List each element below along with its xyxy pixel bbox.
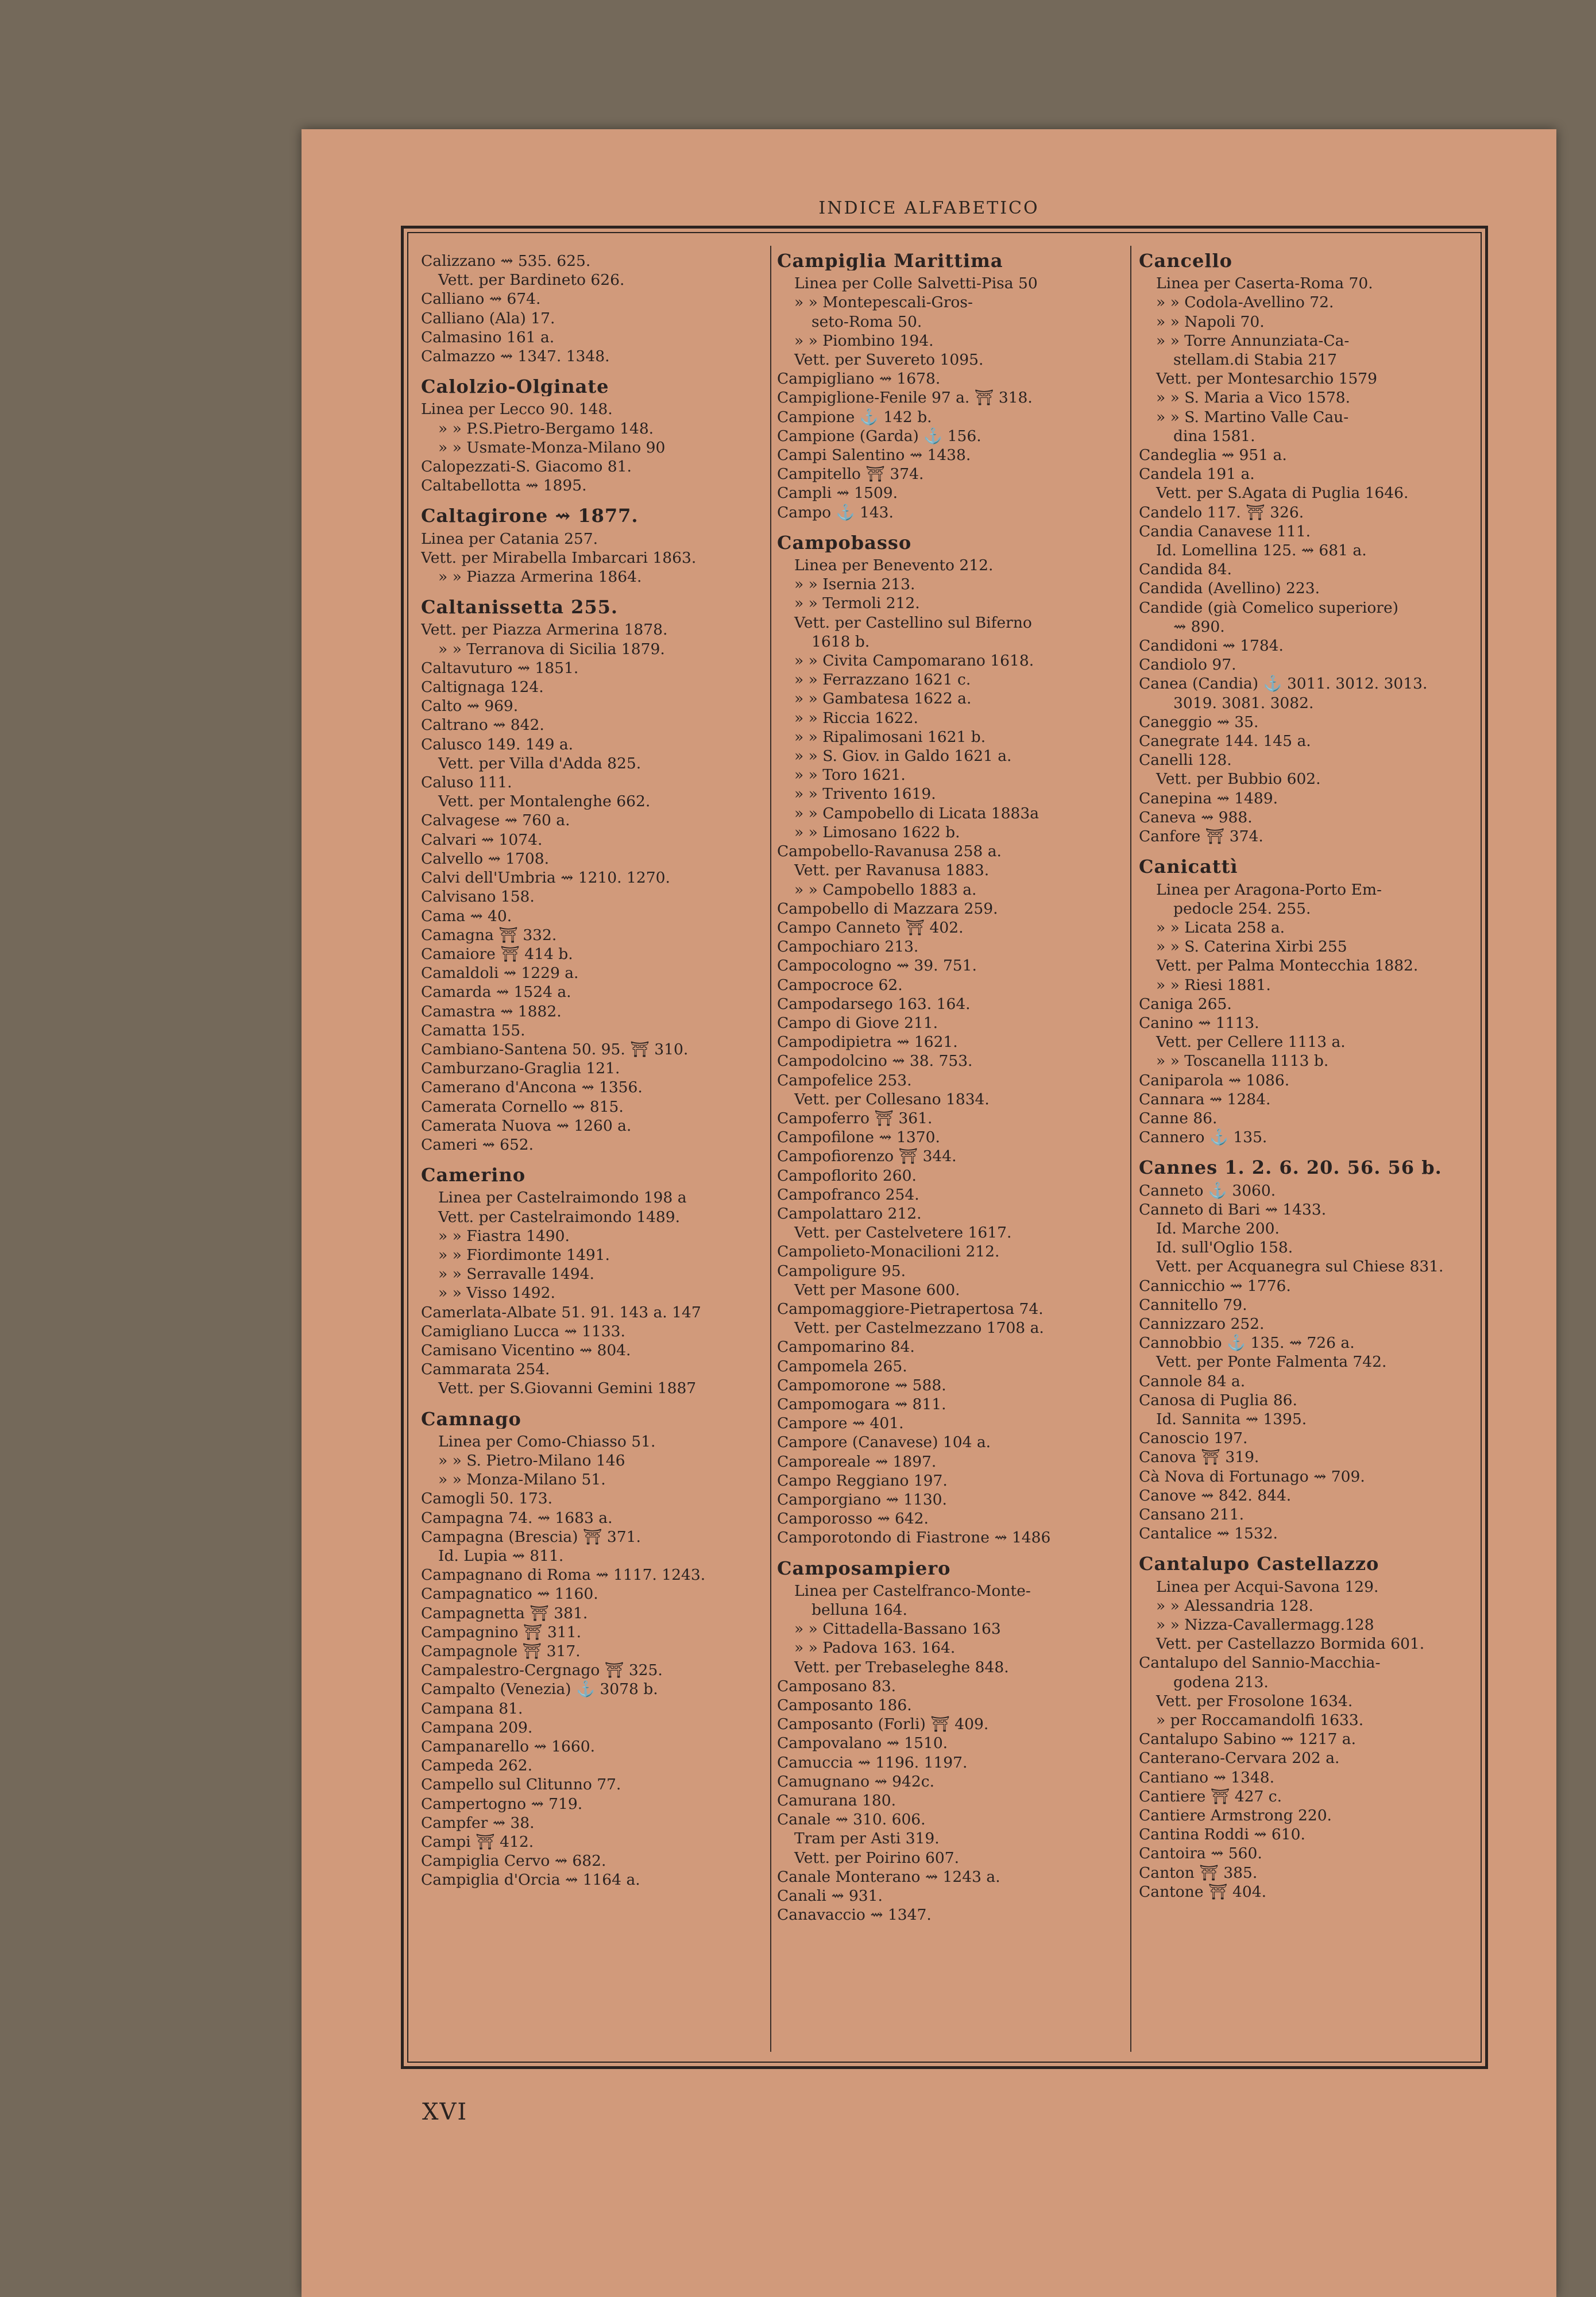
index-entry: Campo ⚓ 143. xyxy=(777,503,894,521)
index-entry: Campoligure 95. xyxy=(777,1262,906,1280)
index-entry: Vett. per Trebaseleghe 848. xyxy=(794,1658,1009,1676)
page-number: XVI xyxy=(422,2099,468,2125)
index-entry: » » Licata 258 a. xyxy=(1156,918,1285,937)
index-entry: Canne 86. xyxy=(1139,1109,1218,1127)
index-entry: Vett. per Castellino sul Biferno xyxy=(794,613,1032,632)
index-entry: Linea per Castelraimondo 198 a xyxy=(438,1189,687,1207)
index-entry: godena 213. xyxy=(1173,1673,1269,1691)
index-entry: Vett. per Montesarchio 1579 xyxy=(1156,370,1378,388)
index-entry: » » Termoli 212. xyxy=(794,594,920,613)
index-entry: Cannole 84 a. xyxy=(1139,1372,1246,1390)
index-entry: Canino ⇝ 1113. xyxy=(1139,1014,1259,1032)
index-entry: Campione ⚓ 142 b. xyxy=(777,408,932,426)
index-entry: » » Serravalle 1494. xyxy=(438,1265,594,1283)
index-entry: Vett. per Frosolone 1634. xyxy=(1156,1692,1353,1710)
index-entry: Id. Lupia ⇝ 811. xyxy=(438,1547,564,1565)
index-entry: » » Trivento 1619. xyxy=(794,785,936,803)
index-heading: Caltanissetta 255. xyxy=(421,598,619,617)
index-entry: Vett. per S.Agata di Puglia 1646. xyxy=(1156,484,1409,502)
index-entry: » » Visso 1492. xyxy=(438,1284,555,1302)
index-entry: Calizzano ⇝ 535. 625. xyxy=(421,252,591,270)
index-entry: Cantalice ⇝ 1532. xyxy=(1139,1525,1278,1543)
index-entry: Campagnano di Roma ⇝ 1117. 1243. xyxy=(421,1566,706,1584)
index-entry: Campoflorito 260. xyxy=(777,1166,917,1185)
index-entry: Camuccia ⇝ 1196. 1197. xyxy=(777,1753,968,1772)
index-entry: Cantiano ⇝ 1348. xyxy=(1139,1768,1275,1786)
index-entry: Canosa di Puglia 86. xyxy=(1139,1391,1297,1409)
index-entry: Canova ⛩ 319. xyxy=(1139,1448,1259,1467)
index-entry: Vett. per Mirabella Imbarcari 1863. xyxy=(421,548,697,567)
index-entry: Caneggio ⇝ 35. xyxy=(1139,713,1259,731)
index-entry: Candide (già Comelico superiore) xyxy=(1139,598,1398,617)
index-entry: Campomela 265. xyxy=(777,1357,907,1375)
index-entry: » » Isernia 213. xyxy=(794,575,915,594)
index-entry: Campomarino 84. xyxy=(777,1338,915,1356)
index-entry: » » S. Pietro-Milano 146 xyxy=(438,1451,625,1470)
index-entry: Camposanto (Forli) ⛩ 409. xyxy=(777,1715,989,1734)
index-entry: Campione (Garda) ⚓ 156. xyxy=(777,427,981,445)
index-entry: Linea per Aragona-Porto Em- xyxy=(1156,880,1382,899)
index-entry: Candida 84. xyxy=(1139,560,1232,579)
index-entry: ⇝ 890. xyxy=(1173,617,1225,636)
index-entry: Camerano d'Ancona ⇝ 1356. xyxy=(421,1078,643,1097)
index-entry: Camatta 155. xyxy=(421,1021,525,1039)
index-entry: Canegrate 144. 145 a. xyxy=(1139,732,1311,751)
index-entry: Canove ⇝ 842. 844. xyxy=(1139,1486,1292,1505)
index-entry: seto-Roma 50. xyxy=(811,312,922,331)
index-entry: Cannicchio ⇝ 1776. xyxy=(1139,1277,1291,1295)
column-divider xyxy=(1130,246,1131,2052)
index-entry: pedocle 254. 255. xyxy=(1173,899,1311,918)
index-entry: Vett. per Piazza Armerina 1878. xyxy=(421,621,668,639)
index-entry: Vett. per Suvereto 1095. xyxy=(794,351,984,369)
index-entry: Campertogno ⇝ 719. xyxy=(421,1795,583,1813)
index-entry: Campobello-Ravanusa 258 a. xyxy=(777,842,1002,861)
index-entry: Campodipietra ⇝ 1621. xyxy=(777,1033,958,1051)
index-entry: » » Fiordimonte 1491. xyxy=(438,1246,610,1264)
index-entry: Canali ⇝ 931. xyxy=(777,1887,883,1905)
index-entry: Linea per Acqui-Savona 129. xyxy=(1156,1577,1379,1596)
index-entry: Linea per Castelfranco-Monte- xyxy=(794,1581,1031,1600)
page-header: INDICE ALFABETICO xyxy=(818,198,1039,218)
index-entry: Camurana 180. xyxy=(777,1792,896,1810)
index-entry: Campalestro-Cergnago ⛩ 325. xyxy=(421,1661,663,1680)
index-entry: Caltabellotta ⇝ 1895. xyxy=(421,477,587,495)
index-entry: Campana 81. xyxy=(421,1699,523,1718)
index-entry: Camporosso ⇝ 642. xyxy=(777,1510,929,1528)
index-entry: Campovalano ⇝ 1510. xyxy=(777,1734,948,1753)
index-entry: » » Montepescali-Gros- xyxy=(794,293,973,312)
index-entry: Camposano 83. xyxy=(777,1677,896,1695)
index-entry: Campocologno ⇝ 39. 751. xyxy=(777,957,977,975)
index-entry: Campocroce 62. xyxy=(777,976,903,994)
index-heading: Cantalupo Castellazzo xyxy=(1139,1554,1379,1574)
index-entry: Campeda 262. xyxy=(421,1757,533,1775)
index-entry: Cannero ⚓ 135. xyxy=(1139,1128,1267,1147)
book-page xyxy=(302,129,1556,2297)
index-entry: Caltavuturo ⇝ 1851. xyxy=(421,659,579,677)
index-column-1 xyxy=(421,252,763,2055)
index-entry: » » Gambatesa 1622 a. xyxy=(794,690,972,708)
index-entry: » » Toscanella 1113 b. xyxy=(1156,1052,1329,1070)
index-frame xyxy=(401,226,1488,2069)
index-entry: Candela 191 a. xyxy=(1139,465,1255,484)
index-heading: Camerino xyxy=(421,1166,526,1185)
index-entry: Id. Sannita ⇝ 1395. xyxy=(1156,1410,1307,1428)
index-entry: Canoscio 197. xyxy=(1139,1429,1248,1448)
index-entry: Cannitello 79. xyxy=(1139,1296,1247,1314)
index-heading: Camnago xyxy=(421,1409,521,1429)
index-entry: Calto ⇝ 969. xyxy=(421,697,519,716)
index-entry: 3019. 3081. 3082. xyxy=(1173,694,1314,712)
index-entry: Linea per Caserta-Roma 70. xyxy=(1156,274,1373,293)
index-entry: Candeglia ⇝ 951 a. xyxy=(1139,446,1287,465)
index-entry: Camerata Cornello ⇝ 815. xyxy=(421,1097,624,1116)
index-entry: » » Campobello 1883 a. xyxy=(794,880,977,899)
index-entry: Cantone ⛩ 404. xyxy=(1139,1882,1266,1901)
index-entry: Cansano 211. xyxy=(1139,1506,1244,1523)
index-entry: Candida (Avellino) 223. xyxy=(1139,579,1320,598)
index-entry: » » S. Giov. in Galdo 1621 a. xyxy=(794,747,1012,765)
index-entry: Vett. per Collesano 1834. xyxy=(794,1090,990,1108)
column-divider xyxy=(770,246,771,2052)
index-entry: Campigliano ⇝ 1678. xyxy=(777,370,941,388)
index-entry: » » Toro 1621. xyxy=(794,766,906,784)
index-entry: Campiglia Cervo ⇝ 682. xyxy=(421,1852,606,1870)
index-entry: Campello sul Clitunno 77. xyxy=(421,1776,621,1794)
index-entry: Campofranco 254. xyxy=(777,1185,919,1204)
index-heading: Canicattì xyxy=(1139,857,1238,877)
index-entry: Id. sull'Oglio 158. xyxy=(1156,1239,1293,1257)
index-entry: Campolieto-Monacilioni 212. xyxy=(777,1243,1000,1261)
index-entry: » » Piazza Armerina 1864. xyxy=(438,568,642,586)
index-entry: Vett. per Villa d'Adda 825. xyxy=(438,754,642,772)
index-entry: Vett. per Acquanegra sul Chiese 831. xyxy=(1156,1258,1444,1276)
index-entry: Campolattaro 212. xyxy=(777,1204,922,1223)
index-entry: stellam.di Stabia 217 xyxy=(1173,351,1337,369)
index-entry: Calopezzati-S. Giacomo 81. xyxy=(421,458,632,476)
index-entry: Calvisano 158. xyxy=(421,888,535,906)
index-entry: » » Torre Annunziata-Ca- xyxy=(1156,331,1350,350)
index-entry: Calvari ⇝ 1074. xyxy=(421,830,543,849)
index-entry: Canea (Candia) ⚓ 3011. 3012. 3013. xyxy=(1139,675,1428,693)
index-entry: Camposanto 186. xyxy=(777,1696,912,1715)
index-entry: Vett. per Cellere 1113 a. xyxy=(1156,1033,1346,1051)
index-entry: Caniga 265. xyxy=(1139,995,1232,1013)
index-entry: » » Alessandria 128. xyxy=(1156,1596,1313,1615)
index-entry: Canneto di Bari ⇝ 1433. xyxy=(1139,1200,1327,1219)
index-entry: Cameri ⇝ 652. xyxy=(421,1135,534,1154)
index-entry: Campo di Giove 211. xyxy=(777,1014,938,1032)
index-entry: Cannobbio ⚓ 135. ⇝ 726 a. xyxy=(1139,1334,1355,1352)
index-entry: Cantalupo del Sannio-Macchia- xyxy=(1139,1654,1381,1672)
index-entry: Camarda ⇝ 1524 a. xyxy=(421,983,571,1001)
index-entry: » » Ripalimosani 1621 b. xyxy=(794,728,986,746)
index-entry: Camagna ⛩ 332. xyxy=(421,926,557,944)
index-entry: Camporeale ⇝ 1897. xyxy=(777,1452,937,1471)
index-heading: Campobasso xyxy=(777,533,912,553)
index-heading: Caltagirone ⇝ 1877. xyxy=(421,506,639,526)
index-entry: Calvi dell'Umbria ⇝ 1210. 1270. xyxy=(421,869,670,887)
index-entry: Canterano-Cervara 202 a. xyxy=(1139,1749,1340,1768)
index-entry: Camogli 50. 173. xyxy=(421,1490,553,1508)
index-entry: » » P.S.Pietro-Bergamo 148. xyxy=(438,419,654,438)
index-entry: Campofilone ⇝ 1370. xyxy=(777,1128,940,1147)
index-entry: Calusco 149. 149 a. xyxy=(421,735,574,753)
index-entry: Calmasino 161 a. xyxy=(421,328,555,346)
index-entry: » » S. Caterina Xirbi 255 xyxy=(1156,938,1347,956)
index-entry: Camaldoli ⇝ 1229 a. xyxy=(421,964,579,983)
index-entry: Candia Canavese 111. xyxy=(1139,522,1311,540)
index-entry: Campo Canneto ⛩ 402. xyxy=(777,918,964,937)
index-entry: Vett. per Montalenghe 662. xyxy=(438,792,651,811)
index-heading: Campiglia Marittima xyxy=(777,252,1003,271)
index-entry: » » S. Maria a Vico 1578. xyxy=(1156,389,1351,407)
index-column-2 xyxy=(777,252,1122,2055)
index-entry: Vett. per Bubbio 602. xyxy=(1156,770,1321,788)
index-entry: Campobello di Mazzara 259. xyxy=(777,899,998,918)
index-entry: Campagna (Brescia) ⛩ 371. xyxy=(421,1528,641,1546)
index-entry: Camugnano ⇝ 942c. xyxy=(777,1772,935,1791)
index-entry: Campofiorenzo ⛩ 344. xyxy=(777,1147,957,1166)
index-entry: » » Codola-Avellino 72. xyxy=(1156,293,1334,312)
index-entry: Campo Reggiano 197. xyxy=(777,1471,948,1490)
index-entry: Campana 209. xyxy=(421,1718,533,1737)
index-entry: Camerata Nuova ⇝ 1260 a. xyxy=(421,1116,632,1135)
index-entry: » » Napoli 70. xyxy=(1156,312,1265,331)
index-entry: Vett. per Bardineto 626. xyxy=(438,271,625,289)
index-entry: » » Cittadella-Bassano 163 xyxy=(794,1620,1001,1638)
index-entry: dina 1581. xyxy=(1173,427,1255,445)
index-entry: » » Campobello di Licata 1883a xyxy=(794,804,1039,822)
index-entry: » » Riesi 1881. xyxy=(1156,976,1271,994)
index-entry: Id. Lomellina 125. ⇝ 681 a. xyxy=(1156,542,1367,560)
index-entry: Campiglia d'Orcia ⇝ 1164 a. xyxy=(421,1871,640,1889)
index-entry: » » Fiastra 1490. xyxy=(438,1227,570,1245)
index-entry: Campomorone ⇝ 588. xyxy=(777,1376,946,1394)
index-heading: Cannes 1. 2. 6. 20. 56. 56 b. xyxy=(1139,1158,1442,1178)
index-entry: Camastra ⇝ 1882. xyxy=(421,1002,562,1020)
index-entry: Caltignaga 124. xyxy=(421,678,544,697)
index-entry: Camigliano Lucca ⇝ 1133. xyxy=(421,1322,625,1340)
index-entry: Campore (Canavese) 104 a. xyxy=(777,1433,991,1452)
index-entry: Campanarello ⇝ 1660. xyxy=(421,1738,596,1756)
index-entry: » » Nizza-Cavallermagg.128 xyxy=(1156,1616,1374,1634)
index-entry: Canneto ⚓ 3060. xyxy=(1139,1181,1276,1200)
index-entry: Camporotondo di Fiastrone ⇝ 1486 xyxy=(777,1529,1051,1547)
index-entry: Linea per Colle Salvetti-Pisa 50 xyxy=(794,274,1038,293)
index-entry: Campomaggiore-Pietrapertosa 74. xyxy=(777,1300,1044,1318)
index-entry: Vett. per Castelraimondo 1489. xyxy=(438,1208,681,1226)
index-entry: Candidoni ⇝ 1784. xyxy=(1139,637,1284,655)
index-entry: Id. Marche 200. xyxy=(1156,1219,1280,1238)
index-entry: Calliano ⇝ 674. xyxy=(421,290,541,308)
index-entry: Campagnole ⛩ 317. xyxy=(421,1642,581,1661)
index-entry: Linea per Lecco 90. 148. xyxy=(421,400,613,419)
index-entry: Campodolcino ⇝ 38. 753. xyxy=(777,1052,973,1070)
index-entry: Caltrano ⇝ 842. xyxy=(421,716,544,734)
index-entry: Cantiere ⛩ 427 c. xyxy=(1139,1787,1282,1805)
index-entry: Linea per Benevento 212. xyxy=(794,556,994,575)
index-entry: Canfore ⛩ 374. xyxy=(1139,827,1263,846)
index-entry: » » Piombino 194. xyxy=(794,331,934,350)
index-entry: Vett per Masone 600. xyxy=(794,1281,960,1299)
index-entry: Caniparola ⇝ 1086. xyxy=(1139,1071,1290,1089)
index-entry: Campagnatico ⇝ 1160. xyxy=(421,1585,598,1603)
index-heading: Calolzio-Olginate xyxy=(421,377,609,397)
index-entry: Campofelice 253. xyxy=(777,1071,912,1089)
index-entry: Cantiere Armstrong 220. xyxy=(1139,1807,1332,1825)
index-entry: Canale Monterano ⇝ 1243 a. xyxy=(777,1867,1000,1886)
index-entry: Campoferro ⛩ 361. xyxy=(777,1109,933,1127)
index-entry: Canavaccio ⇝ 1347. xyxy=(777,1906,932,1924)
index-entry: Tram per Asti 319. xyxy=(794,1830,940,1848)
index-entry: Cama ⇝ 40. xyxy=(421,907,512,925)
index-entry: Campiglione-Fenile 97 a. ⛩ 318. xyxy=(777,389,1033,407)
index-column-3 xyxy=(1139,252,1472,2055)
index-entry: Candiolo 97. xyxy=(1139,656,1236,674)
index-entry: Vett. per Ravanusa 1883. xyxy=(794,861,990,880)
index-entry: Camaiore ⛩ 414 b. xyxy=(421,945,573,963)
index-entry: Canelli 128. xyxy=(1139,751,1232,769)
index-entry: Campi Salentino ⇝ 1438. xyxy=(777,446,971,465)
index-entry: » » Monza-Milano 51. xyxy=(438,1471,606,1489)
index-entry: Calvagese ⇝ 760 a. xyxy=(421,811,570,830)
index-entry: Caneva ⇝ 988. xyxy=(1139,808,1253,826)
index-entry: Campore ⇝ 401. xyxy=(777,1414,904,1433)
index-entry: » » Civita Campomarano 1618. xyxy=(794,652,1034,670)
index-entry: » » Padova 163. 164. xyxy=(794,1639,956,1657)
index-entry: Canale ⇝ 310. 606. xyxy=(777,1811,926,1829)
index-entry: Cantalupo Sabino ⇝ 1217 a. xyxy=(1139,1730,1357,1749)
index-entry: Canepina ⇝ 1489. xyxy=(1139,789,1278,807)
index-entry: » per Roccamandolfi 1633. xyxy=(1156,1711,1364,1730)
index-entry: Vett. per Castelmezzano 1708 a. xyxy=(794,1319,1044,1337)
index-entry: Calvello ⇝ 1708. xyxy=(421,849,550,868)
index-entry: Linea per Como-Chiasso 51. xyxy=(438,1432,656,1451)
index-entry: Canton ⛩ 385. xyxy=(1139,1863,1258,1882)
index-entry: Campfer ⇝ 38. xyxy=(421,1813,535,1832)
index-heading: Camposampiero xyxy=(777,1559,951,1578)
index-entry: Cambiano-Santena 50. 95. ⛩ 310. xyxy=(421,1040,689,1058)
index-entry: Camisano Vicentino ⇝ 804. xyxy=(421,1341,631,1359)
index-entry: Cantina Roddi ⇝ 610. xyxy=(1139,1826,1305,1844)
index-entry: Candelo 117. ⛩ 326. xyxy=(1139,503,1304,521)
index-entry: Calliano (Ala) 17. xyxy=(421,309,555,327)
index-entry: Cannizzaro 252. xyxy=(1139,1314,1265,1333)
index-entry: Campodarsego 163. 164. xyxy=(777,995,971,1013)
index-entry: Camporgiano ⇝ 1130. xyxy=(777,1491,947,1509)
index-entry: Camburzano-Graglia 121. xyxy=(421,1059,620,1078)
index-entry: Campochiaro 213. xyxy=(777,938,919,956)
index-entry: Vett. per Palma Montecchia 1882. xyxy=(1156,957,1419,975)
index-entry: » » Terranova di Sicilia 1879. xyxy=(438,640,665,658)
index-entry: Campitello ⛩ 374. xyxy=(777,465,924,484)
index-entry: Campomogara ⇝ 811. xyxy=(777,1395,946,1413)
index-entry: Camerlata-Albate 51. 91. 143 a. 147 xyxy=(421,1303,701,1321)
index-heading: Cancello xyxy=(1139,252,1232,271)
index-entry: Linea per Catania 257. xyxy=(421,529,598,548)
index-entry: Calmazzo ⇝ 1347. 1348. xyxy=(421,347,610,366)
index-entry: Caluso 111. xyxy=(421,774,512,792)
index-entry: Cantoira ⇝ 560. xyxy=(1139,1844,1262,1863)
index-entry: » » Limosano 1622 b. xyxy=(794,823,960,841)
index-entry: Campagnetta ⛩ 381. xyxy=(421,1604,588,1622)
index-entry: Cannara ⇝ 1284. xyxy=(1139,1090,1271,1108)
index-entry: 1618 b. xyxy=(811,632,870,651)
index-entry: Campi ⛩ 412. xyxy=(421,1833,534,1851)
index-entry: » » Riccia 1622. xyxy=(794,709,918,727)
index-entry: Vett. per Castelvetere 1617. xyxy=(794,1224,1012,1242)
index-entry: » » Ferrazzano 1621 c. xyxy=(794,671,971,689)
index-entry: Vett. per S.Giovanni Gemini 1887 xyxy=(438,1379,697,1398)
index-entry: Vett. per Ponte Falmenta 742. xyxy=(1156,1353,1387,1371)
index-entry: » » Usmate-Monza-Milano 90 xyxy=(438,438,666,457)
index-entry: » » S. Martino Valle Cau- xyxy=(1156,408,1349,426)
index-entry: Cammarata 254. xyxy=(421,1360,550,1379)
index-entry: Campalto (Venezia) ⚓ 3078 b. xyxy=(421,1680,658,1699)
index-entry: Campli ⇝ 1509. xyxy=(777,484,898,502)
index-entry: belluna 164. xyxy=(811,1601,907,1619)
index-entry: Campagnino ⛩ 311. xyxy=(421,1623,581,1641)
index-entry: Vett. per Castellazzo Bormida 601. xyxy=(1156,1635,1425,1653)
index-entry: Vett. per Poirino 607. xyxy=(794,1849,960,1867)
index-entry: Cà Nova di Fortunago ⇝ 709. xyxy=(1139,1467,1365,1486)
index-entry: Campagna 74. ⇝ 1683 a. xyxy=(421,1509,613,1527)
